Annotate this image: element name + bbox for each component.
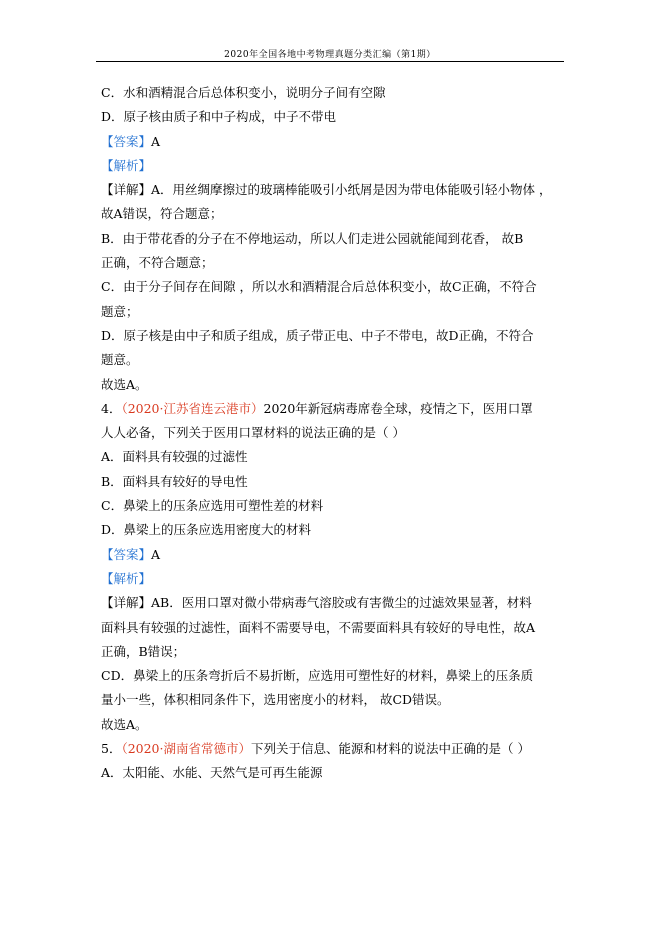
line-text: 正确，不符合题意；: [101, 255, 214, 271]
text-line: [101, 421, 566, 445]
line-text: CD．鼻梁上的压条弯折后不易折断，应选用可塑性好的材料，鼻梁上的压条质: [101, 668, 534, 684]
text-line: [101, 494, 566, 518]
text-line: [101, 713, 566, 737]
line-text: 故选A。: [101, 716, 148, 732]
question-line: [101, 737, 566, 761]
text-line: [101, 591, 566, 615]
document-body: [101, 81, 566, 786]
line-text: 题意；: [101, 303, 139, 319]
text-line: [101, 518, 566, 542]
line-text: B．由于带花香的分子在不停地运动，所以人们走进公园就能闻到花香， 故B: [101, 230, 524, 246]
question-source: （2020·江苏省连云港市）: [121, 400, 264, 416]
tagged-line: [101, 130, 566, 154]
text-line: [101, 616, 566, 640]
line-text: 题意。: [101, 352, 139, 368]
line-text: 正确，B错误；: [101, 643, 186, 659]
line-text: 【详解】AB．医用口罩对微小带病毒气溶胶或有害微尘的过滤效果显著，材料: [101, 595, 532, 611]
line-text: 故A错误，符合题意；: [101, 206, 223, 222]
line-text: C．鼻梁上的压条应选用可塑性差的材料: [101, 498, 324, 514]
text-line: [101, 373, 566, 397]
text-line: [101, 445, 566, 469]
line-text: 量小一些，体积相同条件下，选用密度小的材料， 故CD错误。: [101, 692, 450, 708]
text-line: [101, 300, 566, 324]
line-text: 【详解】A．用丝绸摩擦过的玻璃棒能吸引小纸屑是因为带电体能吸引轻小物体 ，: [101, 182, 552, 198]
text-line: [101, 640, 566, 664]
line-text: A: [151, 546, 161, 562]
line-text: D．原子核是由中子和质子组成，质子带正电、中子不带电，故D正确，不符合: [101, 327, 534, 343]
text-line: [101, 105, 566, 129]
question-number: 5．: [101, 741, 122, 757]
tagged-line: [101, 567, 566, 591]
header-rule: [96, 61, 564, 62]
line-text: A．太阳能、水能、天然气是可再生能源: [101, 765, 323, 781]
section-tag: 【答案】: [101, 133, 152, 149]
text-line: [101, 227, 566, 251]
text-line: [101, 348, 566, 372]
text-line: [101, 178, 566, 202]
line-text: C．水和酒精混合后总体积变小，说明分子间有空隙: [101, 85, 386, 100]
line-text: C．由于分子间存在间隙 ，所以水和酒精混合后总体积变小，故C正确，不符合: [101, 279, 537, 295]
tagged-line: [101, 154, 566, 178]
page-header: 2020年全国各地中考物理真题分类汇编（第1期）: [224, 50, 436, 60]
line-text: 故选A。: [101, 376, 148, 392]
text-line: [101, 81, 566, 105]
line-text: A．面料具有较强的过滤性: [101, 449, 248, 465]
section-tag: 【解析】: [101, 157, 152, 173]
section-tag: 【答案】: [101, 546, 152, 562]
line-text: A: [151, 133, 161, 149]
text-line: [101, 324, 566, 348]
line-text: 2020年新冠病毒席卷全球，疫情之下，医用口罩: [263, 400, 533, 416]
tagged-line: [101, 543, 566, 567]
question-number: 4．: [101, 400, 122, 416]
text-line: [101, 470, 566, 494]
line-text: D．原子核由质子和中子构成，中子不带电: [101, 109, 337, 125]
text-line: [101, 251, 566, 275]
text-line: [101, 664, 566, 688]
question-line: [101, 397, 566, 421]
text-line: [101, 761, 566, 785]
text-line: [101, 202, 566, 226]
line-text: 下列关于信息、能源和材料的说法中正确的是（ ）: [251, 741, 530, 757]
line-text: 面料具有较强的过滤性，面料不需要导电，不需要面料具有较好的导电性，故A: [101, 619, 536, 635]
text-line: [101, 275, 566, 299]
line-text: 人人必备，下列关于医用口罩材料的说法正确的是（ ）: [101, 425, 405, 441]
text-line: [101, 688, 566, 712]
question-source: （2020·湖南省常德市）: [121, 741, 251, 757]
line-text: B．面料具有较好的导电性: [101, 473, 248, 489]
line-text: D．鼻梁上的压条应选用密度大的材料: [101, 522, 312, 538]
section-tag: 【解析】: [101, 570, 152, 586]
